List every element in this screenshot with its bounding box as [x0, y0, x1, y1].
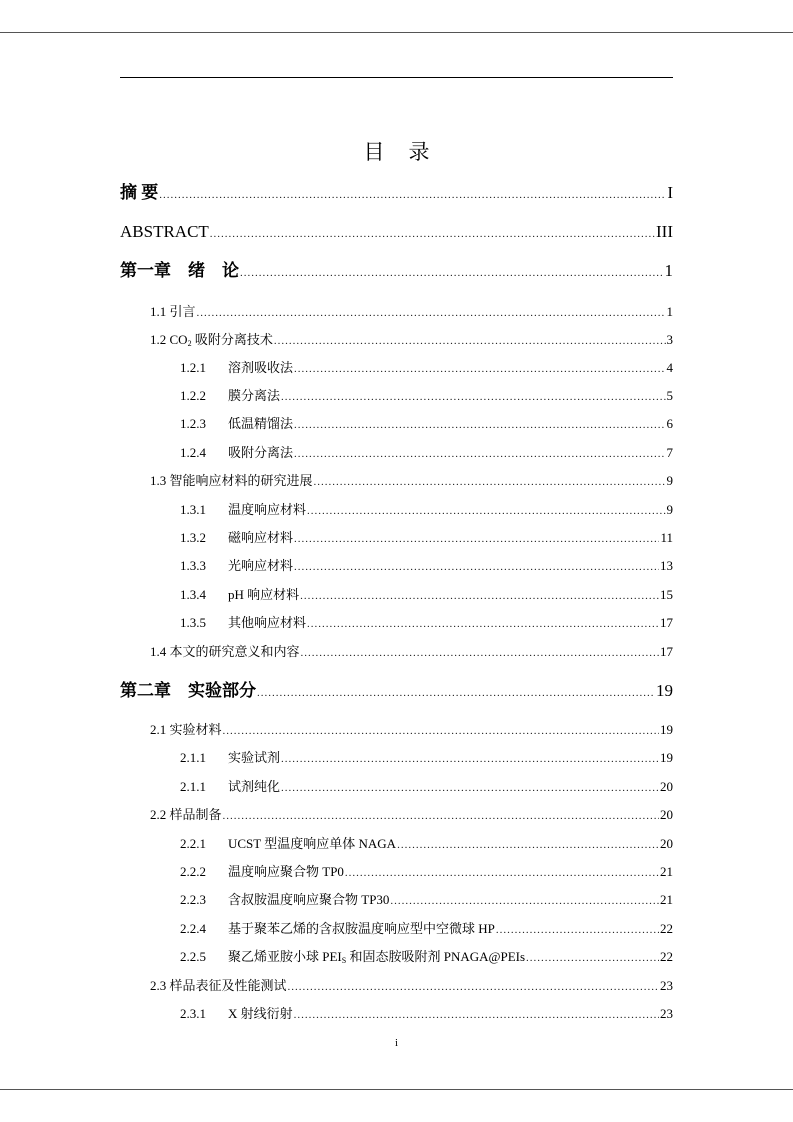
toc-entry-number: 2.2.3	[180, 892, 206, 907]
leader-dots	[496, 919, 659, 941]
toc-entry-page: 17	[660, 615, 673, 630]
toc-entry-2-3-1[interactable]	[180, 1003, 673, 1025]
toc-entry-number: 1.3.2	[180, 530, 206, 545]
toc-entry-text: UCST 型温度响应单体 NAGA	[228, 836, 397, 851]
leader-dots	[281, 777, 659, 799]
leader-dots	[307, 613, 659, 635]
toc-entry-page: 6	[666, 416, 673, 431]
toc-entry-number: 2.2.1	[180, 836, 206, 851]
toc-entry-text: 含叔胺温度响应聚合物 TP30	[228, 892, 390, 907]
toc-entry-text: 2.3 样品表征及性能测试	[150, 978, 287, 993]
leader-dots	[274, 330, 666, 352]
page-bottom-edge	[0, 1089, 793, 1090]
toc-entry-text: 第二章 实验部分	[120, 681, 256, 700]
toc-entry-1-2-4[interactable]	[180, 442, 673, 464]
toc-entry-page: 21	[660, 892, 673, 907]
toc-entry-number: 1.3.5	[180, 615, 206, 630]
toc-entry-chapter-2[interactable]	[120, 680, 673, 702]
toc-entry-text: 试剂纯化	[228, 779, 281, 794]
toc-entry-text: 2.2 样品制备	[150, 807, 222, 822]
toc-entry-text: 磁响应材料	[228, 530, 294, 545]
toc-entry-page: 1	[666, 304, 673, 319]
toc-entry-1-3-4[interactable]	[180, 584, 673, 606]
toc-entry-page: 17	[660, 644, 673, 659]
toc-entry-text: 溶剂吸收法	[228, 360, 294, 375]
toc-entry-number: 1.2.3	[180, 416, 206, 431]
toc-entry-1-3-5[interactable]	[180, 612, 673, 634]
leader-dots	[526, 947, 659, 969]
subscript: 2	[187, 339, 192, 348]
toc-entry-1-2-3[interactable]	[180, 413, 673, 435]
toc-entry-text: 第一章 绪 论	[120, 261, 239, 280]
toc-entry-text	[150, 329, 273, 355]
toc-entry-abstract-cn[interactable]	[120, 182, 673, 204]
toc-entry-page: 3	[666, 332, 673, 347]
toc-entry-1-3-3[interactable]	[180, 555, 673, 577]
toc-entry-number: 2.2.4	[180, 921, 206, 936]
leader-dots	[159, 184, 666, 206]
toc-entry-2-2-2[interactable]	[180, 861, 673, 883]
leader-dots	[294, 556, 659, 578]
toc-entry-text: 温度响应聚合物 TP0	[228, 864, 344, 879]
toc-title-char-1: 目	[363, 140, 385, 164]
toc-entry-page: 19	[660, 722, 673, 737]
toc-entry-text: X 射线衍射	[228, 1006, 293, 1021]
toc-entry-chapter-1[interactable]	[120, 260, 673, 282]
toc-entry-text: 温度响应材料	[228, 502, 307, 517]
toc-entry-number: 1.2.1	[180, 360, 206, 375]
leader-dots	[257, 682, 655, 704]
leader-dots	[345, 862, 659, 884]
toc-entry-abstract-en[interactable]	[120, 221, 673, 243]
leader-dots	[281, 748, 659, 770]
leader-dots	[223, 720, 659, 742]
toc-entry-1-2-2[interactable]	[180, 385, 673, 407]
toc-entry-text-post: 吸附分离技术	[191, 332, 273, 347]
toc-entry-1-2[interactable]	[150, 329, 673, 351]
toc-entry-page: 4	[666, 360, 673, 375]
toc-entry-page: 13	[660, 558, 673, 573]
leader-dots	[210, 223, 655, 245]
toc-entry-page: III	[656, 222, 673, 241]
toc-entry-number: 1.3.3	[180, 558, 206, 573]
toc-entry-1-3-1[interactable]	[180, 499, 673, 521]
leader-dots	[197, 302, 666, 324]
leader-dots	[294, 443, 665, 465]
toc-entry-text-pre: 1.2 CO	[150, 332, 188, 347]
toc-entry-text: 膜分离法	[228, 388, 281, 403]
toc-entry-text: 摘 要	[120, 183, 159, 202]
toc-entry-2-2-4[interactable]	[180, 918, 673, 940]
toc-entry-number: 2.1.1	[180, 779, 206, 794]
toc-entry-number: 2.1.1	[180, 750, 206, 765]
toc-entry-page: 21	[660, 864, 673, 879]
toc-entry-page: 20	[660, 779, 673, 794]
toc-entry-text: 1.1 引言	[150, 304, 196, 319]
toc-entry-page: 20	[660, 807, 673, 822]
toc-entry-page: 22	[660, 921, 673, 936]
subscript: S	[341, 956, 347, 965]
toc-entry-1-4[interactable]	[150, 641, 673, 663]
leader-dots	[294, 528, 659, 550]
leader-dots	[307, 500, 665, 522]
leader-dots	[240, 262, 664, 284]
leader-dots	[301, 642, 659, 664]
toc-entry-text: pH 响应材料	[228, 587, 300, 602]
toc-entry-number: 1.3.4	[180, 587, 206, 602]
toc-entry-page: 9	[666, 473, 673, 488]
toc-entry-text: ABSTRACT	[120, 222, 209, 241]
toc-entry-text-pre: 聚乙烯亚胺小球 PEI	[228, 949, 342, 964]
toc-entry-2-1-1[interactable]	[180, 747, 673, 769]
toc-entry-1-3[interactable]	[150, 470, 673, 492]
toc-entry-number: 1.2.4	[180, 445, 206, 460]
leader-dots	[397, 834, 659, 856]
leader-dots	[314, 471, 666, 493]
toc-entry-number: 1.3.1	[180, 502, 206, 517]
toc-entry-page: I	[667, 183, 673, 202]
toc-entry-number: 2.2.2	[180, 864, 206, 879]
leader-dots	[223, 805, 659, 827]
toc-entry-page: 19	[656, 681, 673, 700]
toc-entry-2-3[interactable]	[150, 975, 673, 997]
toc-entry-text: 1.4 本文的研究意义和内容	[150, 644, 300, 659]
toc-entry-page: 9	[666, 502, 673, 517]
toc-entry-text: 实验试剂	[228, 750, 281, 765]
toc-entry-text: 基于聚苯乙烯的含叔胺温度响应型中空微球 HP	[228, 921, 495, 936]
leader-dots	[390, 890, 659, 912]
toc-entry-page: 5	[666, 388, 673, 403]
toc-entry-text	[228, 946, 525, 972]
toc-entry-text: 1.3 智能响应材料的研究进展	[150, 473, 313, 488]
leader-dots	[294, 358, 665, 380]
toc-entry-2-1[interactable]	[150, 719, 673, 741]
toc-entry-page: 1	[664, 261, 673, 280]
toc-entry-page: 11	[660, 530, 673, 545]
toc-entry-page: 23	[660, 1006, 673, 1021]
leader-dots	[288, 976, 659, 998]
toc-entry-2-2-5[interactable]	[180, 946, 673, 968]
toc-entry-text: 其他响应材料	[228, 615, 307, 630]
toc-entry-text: 2.1 实验材料	[150, 722, 222, 737]
toc-entry-page: 23	[660, 978, 673, 993]
leader-dots	[294, 1004, 659, 1026]
toc-entry-page: 22	[660, 949, 673, 964]
toc-entry-2-2[interactable]	[150, 804, 673, 826]
toc-entry-page: 19	[660, 750, 673, 765]
toc-entry-text: 低温精馏法	[228, 416, 294, 431]
leader-dots	[294, 414, 665, 436]
toc-entry-1-2-1[interactable]	[180, 357, 673, 379]
toc-entry-number: 2.3.1	[180, 1006, 206, 1021]
toc-entry-page: 7	[666, 445, 673, 460]
toc-entry-2-2-1[interactable]	[180, 833, 673, 855]
toc-entry-number: 2.2.5	[180, 949, 206, 964]
toc-entry-page: 15	[660, 587, 673, 602]
toc-title-char-2: 录	[408, 140, 430, 164]
toc-entry-1-1[interactable]	[150, 301, 673, 323]
toc-entry-text: 吸附分离法	[228, 445, 294, 460]
toc-entry-text: 光响应材料	[228, 558, 294, 573]
toc-entry-1-3-2[interactable]	[180, 527, 673, 549]
toc-entry-2-1-2[interactable]	[180, 776, 673, 798]
toc-entry-page: 20	[660, 836, 673, 851]
toc-entry-number: 1.2.2	[180, 388, 206, 403]
toc-entry-text-post: 和固态胺吸附剂 PNAGA@PEIs	[346, 949, 526, 964]
leader-dots	[300, 585, 659, 607]
toc-entry-2-2-3[interactable]	[180, 889, 673, 911]
leader-dots	[281, 386, 665, 408]
page-number: i	[394, 1037, 399, 1049]
